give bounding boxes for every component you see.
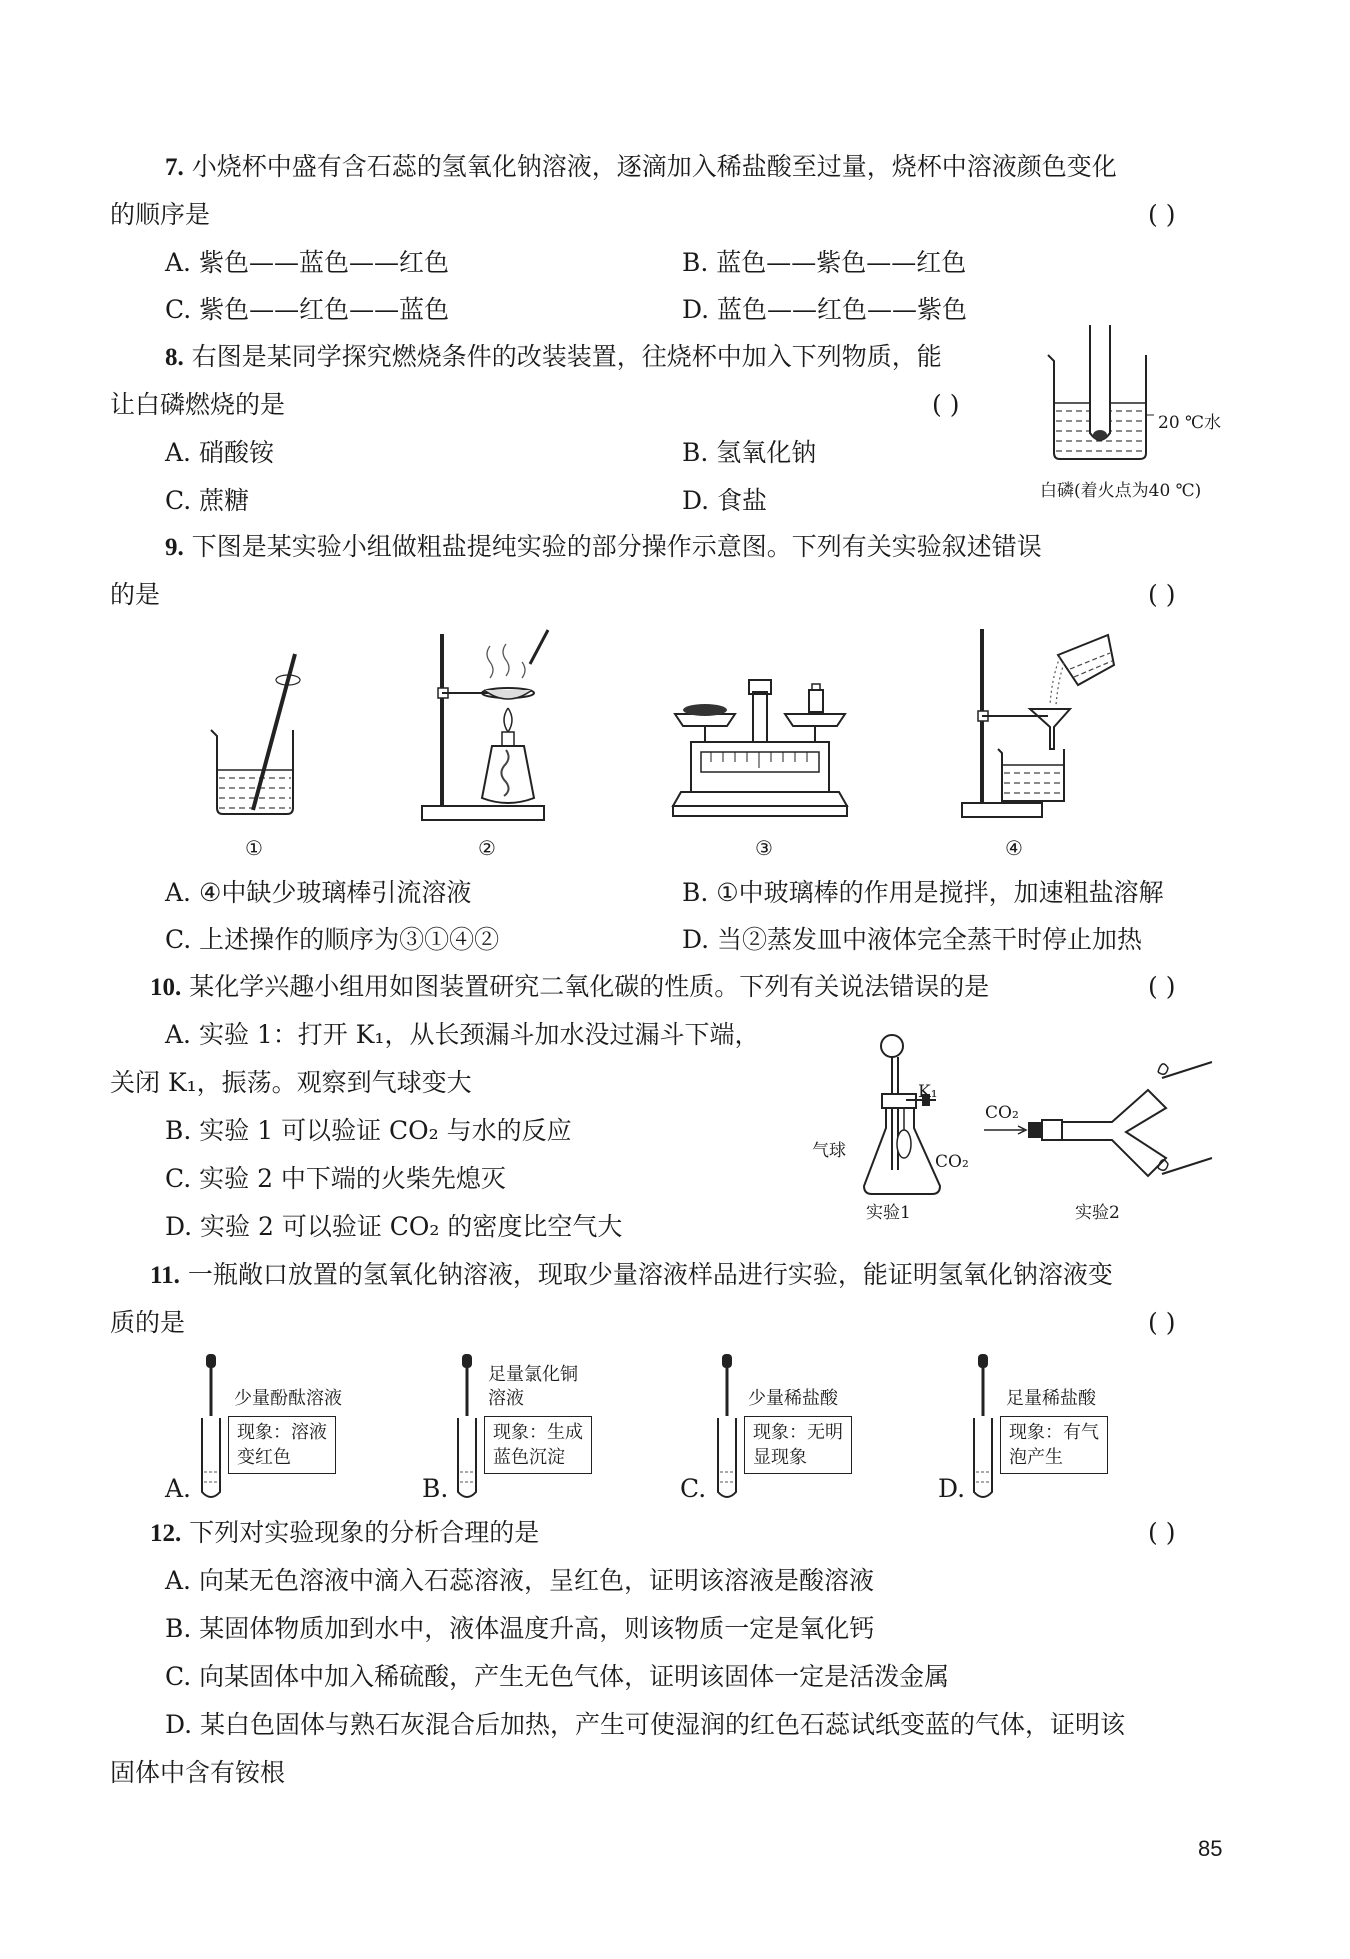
q8-water-label: 20 ℃水 [1158, 413, 1222, 433]
q12-stem-text: 下列对实验现象的分析合理的是 [189, 1518, 540, 1547]
q10-stem-text: 某化学兴趣小组用如图装置研究二氧化碳的性质。下列有关说法错误的是 [189, 972, 990, 1001]
q8-beaker-figure [1040, 325, 1160, 465]
q10-stem [150, 970, 989, 1005]
q7-stem-line2: 的顺序是 [110, 200, 211, 229]
q11-option-d-obs-line1: 现象：有气 [1009, 1422, 1099, 1443]
q11-option-c-tube [712, 1352, 742, 1502]
q11-option-d-obs-line2: 泡产生 [1009, 1447, 1063, 1468]
q12-option-b: B. 某固体物质加到水中，液体温度升高，则该物质一定是氧化钙 [165, 1614, 875, 1643]
q11-option-b-reagent: 足量氯化铜 [488, 1364, 578, 1385]
q11-option-b-obs-line2: 蓝色沉淀 [493, 1447, 565, 1468]
q10-option-b: B. 实验 1 可以验证 CO₂ 与水的反应 [165, 1116, 572, 1145]
q10-option-d: D. 实验 2 可以验证 CO₂ 的密度比空气大 [165, 1212, 623, 1241]
q10-exp1-label: 实验1 [866, 1203, 911, 1223]
q9-filter-figure [960, 625, 1120, 820]
q9-stem-line1 [165, 530, 1042, 565]
q11-option-d-observation [1000, 1416, 1108, 1474]
q8-option-d: D. 食盐 [682, 486, 768, 515]
q8-stem-line2: 让白磷燃烧的是 [110, 390, 286, 419]
q11-option-b-obs-line1: 现象：生成 [493, 1422, 583, 1443]
q9-stem-line2: 的是 [110, 580, 161, 609]
q11-option-a-letter: A. [165, 1474, 192, 1503]
q11-option-a-obs-line2: 变红色 [237, 1447, 291, 1468]
q7-option-a: A. 紫色——蓝色——红色 [165, 248, 449, 277]
q11-stem-line2: 质的是 [110, 1308, 186, 1337]
q8-option-a: A. 硝酸铵 [165, 438, 274, 467]
q11-option-b-letter: B. [422, 1474, 449, 1503]
q11-answer-paren: ( ) [1148, 1308, 1176, 1337]
q10-exp2-label: 实验2 [1075, 1203, 1120, 1223]
q10-experiment1-figure [860, 1030, 980, 1200]
q9-balance-figure [665, 672, 855, 822]
q8-option-c: C. 蔗糖 [165, 486, 250, 515]
q12-option-c: C. 向某固体中加入稀硫酸，产生无色气体，证明该固体一定是活泼金属 [165, 1662, 950, 1691]
q7-number: 7. [165, 154, 184, 181]
q7-option-b: B. 蓝色——紫色——红色 [682, 248, 967, 277]
q11-stem-text: 一瓶敞口放置的氢氧化钠溶液，现取少量溶液样品进行实验，能证明氢氧化钠溶液变 [187, 1260, 1113, 1289]
q10-option-c: C. 实验 2 中下端的火柴先熄灭 [165, 1164, 506, 1193]
q12-number: 12. [150, 1520, 182, 1547]
q10-number: 10. [150, 974, 182, 1001]
q11-stem-line1 [150, 1258, 1113, 1293]
q11-option-b-tube [452, 1352, 482, 1502]
q9-option-a: A. ④中缺少玻璃棒引流溶液 [165, 878, 472, 907]
q9-stem-text: 下图是某实验小组做粗盐提纯实验的部分操作示意图。下列有关实验叙述错误 [191, 532, 1042, 561]
q7-option-d: D. 蓝色——红色——紫色 [682, 295, 968, 324]
q7-answer-paren: ( ) [1148, 200, 1176, 229]
q8-answer-paren: ( ) [932, 390, 960, 419]
q10-option-a-line2: 关闭 K₁，振荡。观察到气球变大 [110, 1068, 472, 1097]
q7-stem-line1 [165, 150, 1117, 185]
q12-option-d-line2: 固体中含有铵根 [110, 1758, 286, 1787]
q9-number: 9. [165, 534, 184, 561]
q11-option-d-letter: D. [938, 1474, 966, 1503]
q12-answer-paren: ( ) [1148, 1518, 1176, 1547]
q9-label-2: ② [478, 836, 496, 860]
q9-label-4: ④ [1005, 836, 1023, 860]
q11-option-c-obs-line1: 现象：无明 [753, 1422, 843, 1443]
q8-stem-line1 [165, 340, 942, 375]
q9-option-d: D. 当②蒸发皿中液体完全蒸干时停止加热 [682, 925, 1143, 954]
q8-number: 8. [165, 344, 184, 371]
q8-stem-text: 右图是某同学探究燃烧条件的改装装置，往烧杯中加入下列物质，能 [191, 342, 942, 371]
q10-k1-label: K₁ [918, 1082, 938, 1102]
q9-option-b: B. ①中玻璃棒的作用是搅拌，加速粗盐溶解 [682, 878, 1164, 907]
q9-label-1: ① [245, 836, 263, 860]
q9-evaporate-figure [420, 628, 555, 823]
q9-dissolve-figure [205, 650, 305, 820]
q11-option-a-observation [228, 1416, 336, 1474]
q11-option-b-observation [484, 1416, 592, 1474]
page-number: 85 [1198, 1836, 1223, 1861]
q12-stem [150, 1516, 539, 1551]
q10-co2-label-flask: CO₂ [935, 1152, 969, 1172]
q11-option-a-tube [196, 1352, 226, 1502]
q11-option-b-reagent-line2: 溶液 [488, 1388, 524, 1409]
q11-option-d-tube [968, 1352, 998, 1502]
q11-option-a-obs-line1: 现象：溶液 [237, 1422, 327, 1443]
q11-option-a-reagent: 少量酚酞溶液 [234, 1388, 342, 1409]
q10-balloon-label: 气球 [812, 1141, 846, 1161]
q9-label-3: ③ [755, 836, 773, 860]
q11-option-c-obs-line2: 显现象 [753, 1447, 807, 1468]
q9-option-c: C. 上述操作的顺序为③①④② [165, 925, 500, 954]
q11-number: 11. [150, 1262, 180, 1289]
q8-option-b: B. 氢氧化钠 [682, 438, 817, 467]
q7-stem-text: 小烧杯中盛有含石蕊的氢氧化钠溶液，逐滴加入稀盐酸至过量，烧杯中溶液颜色变化 [191, 152, 1117, 181]
q9-answer-paren: ( ) [1148, 580, 1176, 609]
q8-phosphorus-label: 白磷(着火点为40 ℃) [1040, 481, 1202, 501]
q12-option-d-line1: D. 某白色固体与熟石灰混合后加热，产生可使湿润的红色石蕊试纸变蓝的气体，证明该 [165, 1710, 1126, 1739]
q10-option-a-line1: A. 实验 1：打开 K₁，从长颈漏斗加水没过漏斗下端， [165, 1020, 760, 1049]
q11-option-c-observation [744, 1416, 852, 1474]
q7-option-c: C. 紫色——红色——蓝色 [165, 295, 450, 324]
q11-option-c-reagent: 少量稀盐酸 [748, 1388, 838, 1409]
q11-option-d-reagent: 足量稀盐酸 [1006, 1388, 1096, 1409]
q11-option-c-letter: C. [680, 1474, 707, 1503]
q12-option-a: A. 向某无色溶液中滴入石蕊溶液，呈红色，证明该溶液是酸溶液 [165, 1566, 874, 1595]
q10-co2-label-tube: CO₂ [985, 1103, 1019, 1123]
q10-answer-paren: ( ) [1148, 972, 1176, 1001]
